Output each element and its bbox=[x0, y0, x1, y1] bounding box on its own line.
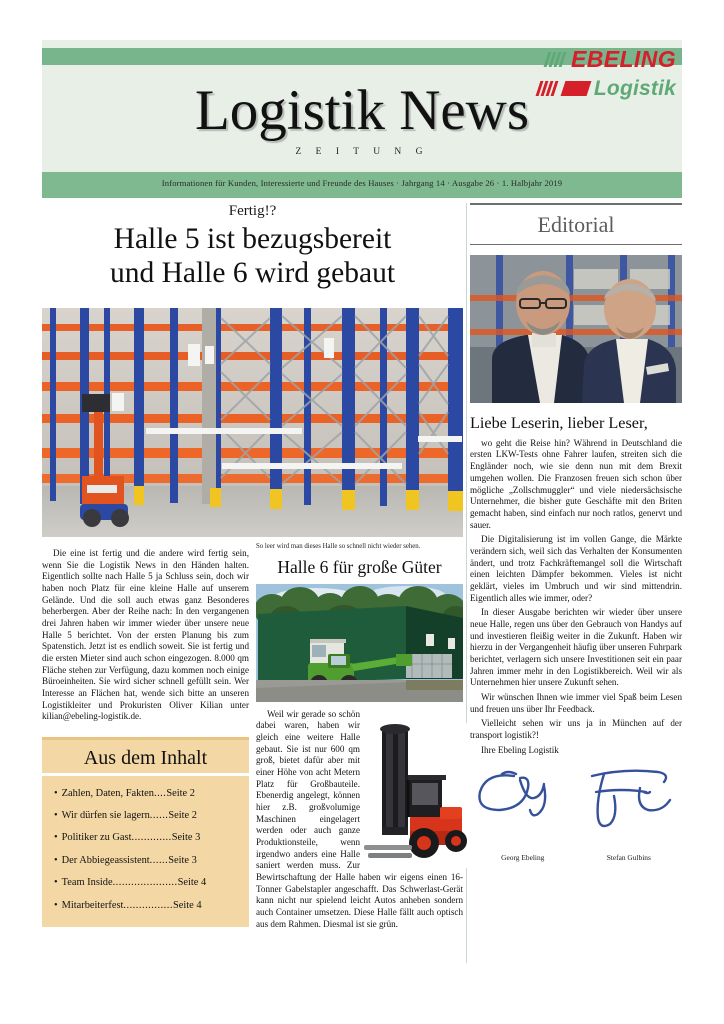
signatory-name: Stefan Gulbins bbox=[606, 853, 651, 863]
lead-article-body bbox=[42, 548, 249, 723]
masthead-subtitle: Z E I T U N G bbox=[295, 147, 429, 157]
editorial-paragraph: Ihre Ebeling Logistik bbox=[481, 744, 559, 755]
hall6-article-body bbox=[256, 709, 463, 931]
lead-article-paragraph: Die eine ist fertig und die andere wird fertig sein, wenn Sie die Logistik News in den Händen halten. Eigentlich sollte nach Halle 5 ja Schluss sein, doch wir haben noch Platz für eine kleine Halle auf unserem Gelände. Und die soll auch etwas ganz Besonderes beherbergen. Aber der Reihe nach: In den vergangenen drei Jahren haben wir immer wieder über unsere neue Halle 5 berichtet. Von der ersten Planung bis zum Spatenstich. Jetzt ist es endlich soweit. Sie ist fertig und die ersten Mieter sind auch schon eingezogen. 8.000 qm Fläche stehen zur Verfügung, dazu kommen noch einige Büroeinheiten. Sie wird sicher schnell gefüllt sein. Wer Interesse an Flächen hat, wende sich bitte an unseren Logistikleiter und Prokuristen Oliver Kilian unter kilian@ebeling-logistik.de. bbox=[42, 548, 249, 722]
forklift-photo-graphic bbox=[364, 723, 467, 868]
toc-item-label: Wir dürfen sie lagern bbox=[61, 810, 150, 822]
toc-item-label: Zahlen, Daten, Fakten bbox=[61, 787, 154, 799]
toc-item-dots: ................ bbox=[123, 899, 173, 911]
list-item[interactable] bbox=[54, 827, 237, 849]
toc-item-dots: ............. bbox=[131, 832, 172, 844]
toc-item-label: Der Abbiegeassistent bbox=[61, 854, 150, 866]
toc-item-label: Politiker zu Gast bbox=[61, 832, 132, 844]
toc-item-page: Seite 4 bbox=[172, 899, 202, 911]
toc-item-page: Seite 2 bbox=[166, 787, 195, 799]
table-of-contents-box bbox=[42, 737, 249, 927]
toc-title: Aus dem Inhalt bbox=[83, 747, 208, 770]
lead-kicker: Fertig!? bbox=[228, 203, 277, 219]
toc-item-label: Mitarbeiterfest bbox=[61, 899, 124, 911]
toc-item-dots: .... bbox=[153, 787, 167, 799]
red-forklift-photo bbox=[364, 723, 467, 868]
logo-division-text: Logistik bbox=[593, 76, 676, 100]
editorial-title: Editorial bbox=[537, 211, 615, 237]
toc-divider bbox=[42, 773, 249, 776]
masthead-strapline: Informationen für Kunden, Interessierte und Freunde des Hauses · Jahrgang 14 · Ausgabe 26 · 1. Halbjahr 2019 bbox=[161, 178, 563, 188]
page-title: Logistik News bbox=[194, 79, 530, 142]
column-right-editorial bbox=[470, 203, 682, 862]
toc-item-dots: ...... bbox=[149, 854, 169, 866]
editorial-signatures bbox=[470, 766, 682, 862]
masthead-strapline-bar bbox=[42, 172, 682, 198]
toc-item-label: Team Inside bbox=[61, 877, 113, 889]
editorial-paragraph: Vielleicht sehen wir uns ja in München auf der transport logistik?! bbox=[470, 718, 682, 740]
toc-bullet-icon: • bbox=[54, 832, 58, 844]
managers-portrait-photo bbox=[470, 255, 682, 403]
editorial-paragraph: wo geht die Reise hin? Während in Deutschland die ersten LKW-Tests ohne Fahrer laufen, streiten sich die Engländer noch, wie sie denn nun mit dem Brexit umgehen wollen. Die Franzosen freuen sich schon über mögliche „Zollschmuggler“ und viele niedersächsische Unternehmer, die bisher gute Geschäfte mit den Briten gemacht haben, sind einfach nur noch ratlos, genervt und sauer. bbox=[470, 437, 682, 530]
column-middle bbox=[256, 203, 463, 931]
green-hall-photo-graphic bbox=[256, 584, 463, 702]
managers-photo-graphic bbox=[470, 255, 682, 403]
green-hall-photo bbox=[256, 584, 463, 702]
editorial-rule-bottom bbox=[470, 244, 682, 246]
editorial-greeting: Liebe Leserin, lieber Leser, bbox=[470, 414, 648, 433]
toc-bullet-icon: • bbox=[54, 877, 58, 889]
toc-item-dots: ...... bbox=[149, 810, 169, 822]
list-item[interactable] bbox=[54, 872, 237, 894]
editorial-paragraph: In dieser Ausgabe berichten wir wieder über unsere neue Halle, regen uns über den Gebrauch von Handys auf und investieren fleißig weiter in die Zukunft. Haben wir hierzu in der Vergangenheit häufig über unseren Fuhrpark berichtet, verlagern sich unsere Investitionen seit ein paar Jahren immer mehr in den Logistikbereich. Weil wir als Unternehmen hier unsere Zukunft sehen. bbox=[470, 607, 682, 688]
logo-brand-text: EBELING bbox=[570, 45, 676, 72]
signatory-name: Georg Ebeling bbox=[501, 853, 545, 863]
column-left bbox=[42, 203, 249, 927]
editorial-body bbox=[470, 438, 682, 756]
hall6-article-paragraph: Weil wir gerade so schön dabei waren, haben wir gleich eine weitere Halle gebaut. Sie ist nur 600 qm groß, bietet dafür aber mit einer Höhe von acht Metern Platz für Großbauteile. Ebenerdig angelegt, können hier z.B. großvolumige Maschinen eingelagert werden oder auch ganze Produktionsteile, wenn irgendwo anders eine Halle saniert werden muss. Zur Bewirtschaftung der Halle haben wir eigens einen 16-Tonner Gabelstapler angeschafft. Das Schwerlast-Gerät kann nicht nur spielend leicht Autos anheben sondern auch Container umsetzen. Diese Halle fällt auch optisch aus dem Rahmen. Diesmal ist sie grün. bbox=[256, 708, 463, 929]
toc-bullet-icon: • bbox=[54, 810, 58, 822]
list-item[interactable] bbox=[54, 782, 237, 804]
hall6-subhead: Halle 6 für große Güter bbox=[277, 557, 442, 578]
signature-names bbox=[470, 853, 682, 862]
content-area bbox=[42, 203, 682, 1003]
toc-list bbox=[42, 782, 249, 917]
signature-stefan-gulbins-icon bbox=[578, 766, 682, 836]
toc-item-page: Seite 2 bbox=[168, 810, 197, 822]
list-item[interactable] bbox=[54, 894, 237, 916]
toc-bullet-icon: • bbox=[54, 787, 58, 799]
signature-georg-ebeling-icon bbox=[472, 766, 584, 828]
toc-bullet-icon: • bbox=[54, 899, 58, 911]
toc-bullet-icon: • bbox=[54, 854, 58, 866]
editorial-paragraph: Wir wünschen Ihnen wie immer viel Spaß beim Lesen und freuen uns über Ihr Feedback. bbox=[470, 691, 682, 714]
lead-headline-line1: Halle 5 ist bezugsbereit bbox=[113, 223, 392, 256]
editorial-paragraph: Die Digitalisierung ist im vollen Gange, die Märkte verändern sich, weil sich das Verhalten der Konsumenten ändert, und trotz Fachkräftemangel soll die Wirtschaft einen leichten Dämpfer bekommen. Vieles ist nicht geklärt, vieles im Umbruch und wir sind mittendrin. Eigentlich alles wie immer, oder? bbox=[470, 534, 682, 603]
list-item[interactable] bbox=[54, 849, 237, 871]
masthead bbox=[42, 40, 682, 198]
warehouse-photo-caption: So leer wird man dieses Halle so schnell nicht wieder sehen. bbox=[256, 543, 421, 550]
toc-item-page: Seite 3 bbox=[168, 854, 197, 866]
lead-headline-line2: und Halle 6 wird gebaut bbox=[109, 257, 396, 290]
list-item[interactable] bbox=[54, 805, 237, 827]
toc-item-page: Seite 3 bbox=[171, 832, 201, 844]
logo-stripes-green-icon bbox=[546, 52, 566, 67]
toc-item-dots: ..................... bbox=[112, 877, 178, 889]
toc-item-page: Seite 4 bbox=[177, 877, 207, 889]
